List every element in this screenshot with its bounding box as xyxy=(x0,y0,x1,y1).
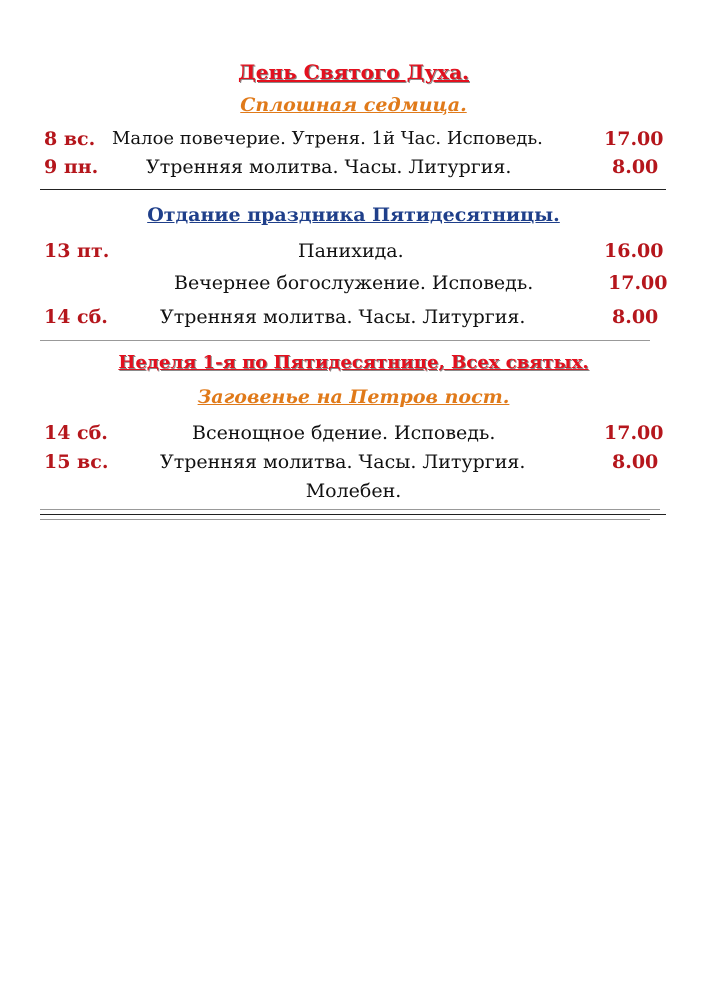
section2-row1-service: Панихида. xyxy=(298,240,404,262)
section3-row1-date: 14 сб. xyxy=(44,422,108,444)
section1-row2-time: 8.00 xyxy=(612,156,659,178)
section2-row2-service: Вечернее богослужение. Исповедь. xyxy=(174,272,534,294)
section1-row2-service: Утренняя молитва. Часы. Литургия. xyxy=(146,156,512,178)
section1-subtitle: Сплошная седмица. xyxy=(240,94,467,116)
section2-row1-date: 13 пт. xyxy=(44,240,110,262)
section3-row2-date: 15 вс. xyxy=(44,451,109,473)
section-divider xyxy=(40,519,650,520)
section-divider xyxy=(40,514,666,515)
section3-extra-line: Молебен. xyxy=(305,480,402,502)
section3-row2-service: Утренняя молитва. Часы. Литургия. xyxy=(160,451,526,473)
section3-row2-time: 8.00 xyxy=(612,451,659,473)
section2-row3-service: Утренняя молитва. Часы. Литургия. xyxy=(160,306,526,328)
section2-row2-time: 17.00 xyxy=(608,272,668,294)
section2-row1-time: 16.00 xyxy=(604,240,664,262)
section3-row1-service: Всенощное бдение. Исповедь. xyxy=(192,422,496,444)
section2-row3-time: 8.00 xyxy=(612,306,659,328)
section-divider xyxy=(40,340,650,341)
section3-subtitle: Заговенье на Петров пост. xyxy=(197,386,510,408)
section2-title: Отдание праздника Пятидесятницы. xyxy=(147,204,560,226)
section1-title: День Святого Духа. xyxy=(238,60,469,84)
section1-row1-date: 8 вс. xyxy=(44,128,96,150)
section1-row2-date: 9 пн. xyxy=(44,156,99,178)
section3-row1-time: 17.00 xyxy=(604,422,664,444)
section-divider xyxy=(40,189,666,190)
section-divider xyxy=(40,509,660,510)
section1-row1-service: Малое повечерие. Утреня. 1й Час. Исповедь. xyxy=(112,128,543,149)
section1-row1-time: 17.00 xyxy=(604,128,664,150)
section3-title: Неделя 1-я по Пятидесятнице, Всех святых. xyxy=(118,352,589,373)
section2-row3-date: 14 сб. xyxy=(44,306,108,328)
